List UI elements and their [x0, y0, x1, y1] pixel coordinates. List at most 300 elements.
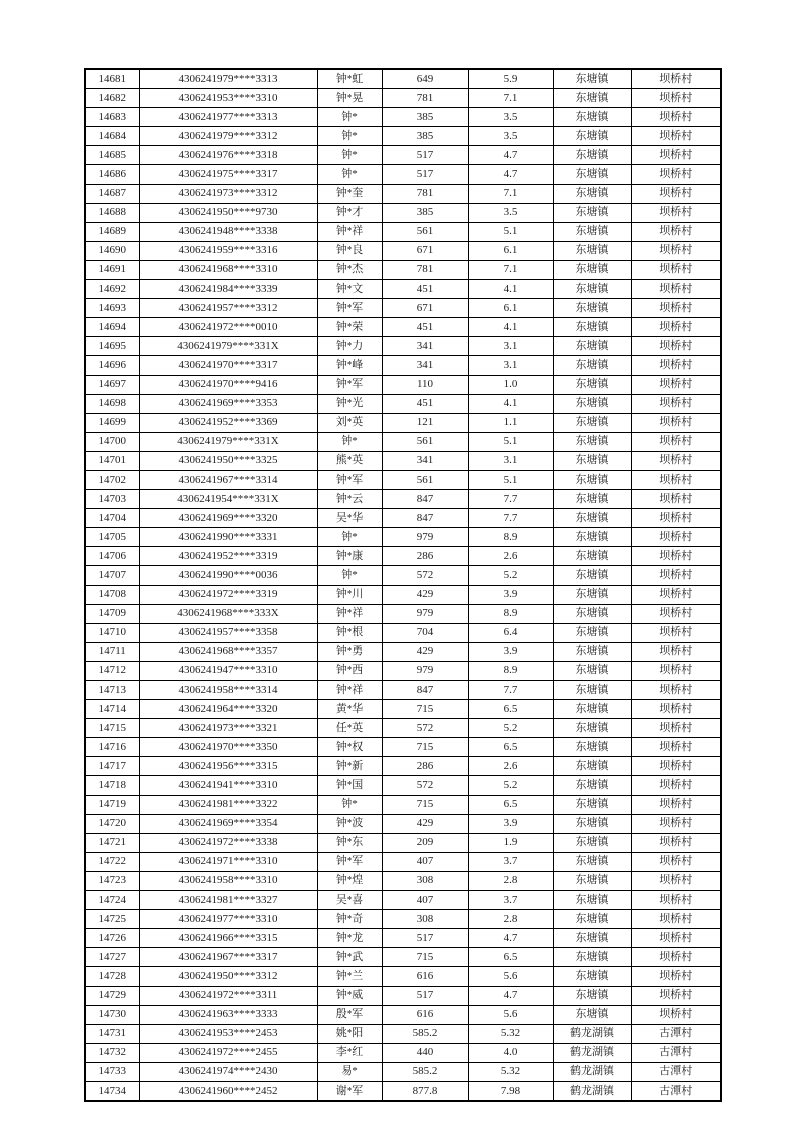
cell-id-number: 4306241960****2452	[139, 1081, 317, 1101]
cell-id-number: 4306241952****3369	[139, 413, 317, 432]
cell-town: 东塘镇	[553, 833, 631, 852]
cell-name: 钟*祥	[317, 604, 382, 623]
cell-seq: 14721	[85, 833, 139, 852]
cell-seq: 14706	[85, 547, 139, 566]
cell-amount: 407	[382, 891, 468, 910]
cell-town: 东塘镇	[553, 681, 631, 700]
table-row	[85, 356, 721, 375]
cell-name: 钟*军	[317, 375, 382, 394]
cell-id-number: 4306241967****3317	[139, 948, 317, 967]
cell-town: 鹤龙湖镇	[553, 1081, 631, 1101]
cell-id-number: 4306241952****3319	[139, 547, 317, 566]
cell-seq: 14717	[85, 757, 139, 776]
cell-village: 坝桥村	[631, 967, 721, 986]
cell-town: 东塘镇	[553, 528, 631, 547]
cell-rate: 4.1	[468, 318, 553, 337]
cell-name: 钟*力	[317, 337, 382, 356]
cell-name: 任*英	[317, 719, 382, 738]
cell-rate: 6.5	[468, 700, 553, 719]
cell-seq: 14690	[85, 241, 139, 260]
cell-name: 钟*奇	[317, 910, 382, 929]
table-row	[85, 318, 721, 337]
cell-id-number: 4306241958****3310	[139, 871, 317, 890]
cell-amount: 286	[382, 547, 468, 566]
cell-id-number: 4306241954****331X	[139, 490, 317, 509]
cell-town: 东塘镇	[553, 852, 631, 871]
cell-village: 坝桥村	[631, 165, 721, 184]
cell-village: 坝桥村	[631, 566, 721, 585]
cell-village: 坝桥村	[631, 929, 721, 948]
cell-rate: 6.1	[468, 241, 553, 260]
cell-rate: 8.9	[468, 661, 553, 680]
cell-town: 东塘镇	[553, 470, 631, 489]
cell-village: 古潭村	[631, 1062, 721, 1081]
cell-village: 坝桥村	[631, 986, 721, 1005]
cell-seq: 14733	[85, 1062, 139, 1081]
cell-amount: 715	[382, 700, 468, 719]
cell-amount: 341	[382, 337, 468, 356]
table-row	[85, 375, 721, 394]
cell-village: 坝桥村	[631, 432, 721, 451]
cell-name: 易*	[317, 1062, 382, 1081]
cell-amount: 517	[382, 986, 468, 1005]
cell-name: 黄*华	[317, 700, 382, 719]
cell-town: 东塘镇	[553, 241, 631, 260]
cell-town: 东塘镇	[553, 967, 631, 986]
cell-id-number: 4306241947****3310	[139, 661, 317, 680]
cell-amount: 572	[382, 776, 468, 795]
cell-village: 坝桥村	[631, 222, 721, 241]
cell-id-number: 4306241966****3315	[139, 929, 317, 948]
cell-amount: 440	[382, 1043, 468, 1062]
cell-seq: 14718	[85, 776, 139, 795]
cell-town: 东塘镇	[553, 642, 631, 661]
cell-town: 东塘镇	[553, 566, 631, 585]
cell-village: 坝桥村	[631, 318, 721, 337]
cell-amount: 209	[382, 833, 468, 852]
table-row	[85, 413, 721, 432]
cell-village: 古潭村	[631, 1024, 721, 1043]
cell-town: 东塘镇	[553, 108, 631, 127]
cell-village: 坝桥村	[631, 203, 721, 222]
cell-seq: 14712	[85, 661, 139, 680]
cell-rate: 1.1	[468, 413, 553, 432]
table-row	[85, 795, 721, 814]
cell-town: 东塘镇	[553, 318, 631, 337]
cell-seq: 14711	[85, 642, 139, 661]
cell-seq: 14726	[85, 929, 139, 948]
cell-village: 古潭村	[631, 1043, 721, 1062]
cell-town: 东塘镇	[553, 203, 631, 222]
cell-name: 钟*新	[317, 757, 382, 776]
cell-id-number: 4306241979****331X	[139, 432, 317, 451]
cell-id-number: 4306241957****3312	[139, 299, 317, 318]
cell-village: 坝桥村	[631, 814, 721, 833]
cell-seq: 14734	[85, 1081, 139, 1101]
cell-name: 钟*东	[317, 833, 382, 852]
cell-rate: 5.6	[468, 1005, 553, 1024]
cell-village: 坝桥村	[631, 184, 721, 203]
cell-seq: 14727	[85, 948, 139, 967]
cell-id-number: 4306241972****3311	[139, 986, 317, 1005]
cell-amount: 671	[382, 299, 468, 318]
cell-village: 坝桥村	[631, 490, 721, 509]
table-row	[85, 89, 721, 108]
cell-village: 坝桥村	[631, 604, 721, 623]
cell-town: 东塘镇	[553, 738, 631, 757]
cell-rate: 3.9	[468, 585, 553, 604]
table-row	[85, 623, 721, 642]
cell-amount: 585.2	[382, 1062, 468, 1081]
cell-town: 东塘镇	[553, 757, 631, 776]
cell-seq: 14705	[85, 528, 139, 547]
cell-name: 钟*龙	[317, 929, 382, 948]
cell-id-number: 4306241953****2453	[139, 1024, 317, 1043]
cell-amount: 649	[382, 69, 468, 89]
cell-name: 钟*西	[317, 661, 382, 680]
cell-town: 东塘镇	[553, 948, 631, 967]
cell-village: 坝桥村	[631, 700, 721, 719]
table-row	[85, 1062, 721, 1081]
cell-town: 东塘镇	[553, 127, 631, 146]
cell-rate: 7.98	[468, 1081, 553, 1101]
cell-name: 钟*勇	[317, 642, 382, 661]
cell-town: 东塘镇	[553, 280, 631, 299]
cell-village: 坝桥村	[631, 776, 721, 795]
cell-seq: 14729	[85, 986, 139, 1005]
cell-village: 坝桥村	[631, 1005, 721, 1024]
cell-name: 钟*军	[317, 299, 382, 318]
cell-amount: 385	[382, 108, 468, 127]
table-row	[85, 299, 721, 318]
cell-town: 东塘镇	[553, 394, 631, 413]
cell-id-number: 4306241957****3358	[139, 623, 317, 642]
table-row	[85, 280, 721, 299]
cell-id-number: 4306241977****3313	[139, 108, 317, 127]
cell-seq: 14731	[85, 1024, 139, 1043]
cell-name: 钟*军	[317, 852, 382, 871]
cell-village: 坝桥村	[631, 852, 721, 871]
cell-town: 东塘镇	[553, 623, 631, 642]
table-row	[85, 719, 721, 738]
cell-name: 钟*	[317, 146, 382, 165]
cell-name: 钟*杰	[317, 260, 382, 279]
cell-town: 东塘镇	[553, 165, 631, 184]
cell-rate: 5.2	[468, 776, 553, 795]
cell-town: 东塘镇	[553, 795, 631, 814]
cell-town: 东塘镇	[553, 69, 631, 89]
cell-id-number: 4306241948****3338	[139, 222, 317, 241]
cell-name: 钟*波	[317, 814, 382, 833]
table-row	[85, 241, 721, 260]
cell-amount: 561	[382, 470, 468, 489]
cell-seq: 14707	[85, 566, 139, 585]
cell-id-number: 4306241972****3338	[139, 833, 317, 852]
cell-rate: 4.0	[468, 1043, 553, 1062]
table-row	[85, 891, 721, 910]
cell-town: 东塘镇	[553, 661, 631, 680]
cell-amount: 585.2	[382, 1024, 468, 1043]
cell-id-number: 4306241971****3310	[139, 852, 317, 871]
table-row	[85, 642, 721, 661]
cell-amount: 561	[382, 222, 468, 241]
cell-town: 鹤龙湖镇	[553, 1062, 631, 1081]
cell-town: 东塘镇	[553, 413, 631, 432]
cell-seq: 14694	[85, 318, 139, 337]
cell-rate: 5.2	[468, 719, 553, 738]
cell-town: 东塘镇	[553, 910, 631, 929]
cell-amount: 781	[382, 184, 468, 203]
cell-rate: 7.7	[468, 509, 553, 528]
cell-seq: 14691	[85, 260, 139, 279]
cell-seq: 14715	[85, 719, 139, 738]
table-row	[85, 700, 721, 719]
cell-village: 坝桥村	[631, 451, 721, 470]
table-row	[85, 1043, 721, 1062]
cell-seq: 14716	[85, 738, 139, 757]
cell-rate: 1.0	[468, 375, 553, 394]
table-row	[85, 260, 721, 279]
cell-name: 钟*	[317, 127, 382, 146]
cell-amount: 616	[382, 1005, 468, 1024]
cell-amount: 341	[382, 451, 468, 470]
cell-id-number: 4306241963****3333	[139, 1005, 317, 1024]
cell-rate: 4.7	[468, 146, 553, 165]
cell-rate: 3.5	[468, 127, 553, 146]
cell-amount: 110	[382, 375, 468, 394]
cell-id-number: 4306241979****331X	[139, 337, 317, 356]
cell-rate: 4.7	[468, 165, 553, 184]
table-row	[85, 470, 721, 489]
cell-name: 钟*荣	[317, 318, 382, 337]
cell-name: 钟*威	[317, 986, 382, 1005]
cell-seq: 14687	[85, 184, 139, 203]
table-row	[85, 184, 721, 203]
cell-id-number: 4306241956****3315	[139, 757, 317, 776]
cell-id-number: 4306241953****3310	[139, 89, 317, 108]
cell-village: 坝桥村	[631, 719, 721, 738]
cell-id-number: 4306241972****0010	[139, 318, 317, 337]
cell-village: 坝桥村	[631, 394, 721, 413]
table-row	[85, 986, 721, 1005]
cell-seq: 14695	[85, 337, 139, 356]
cell-amount: 286	[382, 757, 468, 776]
cell-town: 东塘镇	[553, 509, 631, 528]
cell-seq: 14709	[85, 604, 139, 623]
table-row	[85, 852, 721, 871]
cell-town: 东塘镇	[553, 585, 631, 604]
cell-name: 钟*峰	[317, 356, 382, 375]
cell-id-number: 4306241977****3310	[139, 910, 317, 929]
cell-id-number: 4306241970****3350	[139, 738, 317, 757]
cell-rate: 3.5	[468, 108, 553, 127]
cell-amount: 451	[382, 318, 468, 337]
cell-id-number: 4306241970****9416	[139, 375, 317, 394]
cell-village: 坝桥村	[631, 337, 721, 356]
table-row	[85, 146, 721, 165]
cell-rate: 7.1	[468, 89, 553, 108]
cell-seq: 14725	[85, 910, 139, 929]
cell-town: 东塘镇	[553, 222, 631, 241]
cell-seq: 14701	[85, 451, 139, 470]
cell-rate: 5.1	[468, 222, 553, 241]
cell-id-number: 4306241964****3320	[139, 700, 317, 719]
cell-town: 东塘镇	[553, 89, 631, 108]
cell-town: 东塘镇	[553, 490, 631, 509]
cell-town: 东塘镇	[553, 547, 631, 566]
cell-name: 钟*祥	[317, 681, 382, 700]
cell-name: 吴*华	[317, 509, 382, 528]
cell-amount: 781	[382, 89, 468, 108]
cell-seq: 14689	[85, 222, 139, 241]
cell-name: 钟*军	[317, 470, 382, 489]
cell-amount: 517	[382, 929, 468, 948]
table-row	[85, 1081, 721, 1101]
cell-seq: 14728	[85, 967, 139, 986]
cell-amount: 781	[382, 260, 468, 279]
cell-seq: 14686	[85, 165, 139, 184]
cell-id-number: 4306241941****3310	[139, 776, 317, 795]
cell-name: 钟*云	[317, 490, 382, 509]
cell-rate: 6.5	[468, 738, 553, 757]
cell-rate: 3.9	[468, 814, 553, 833]
cell-amount: 385	[382, 127, 468, 146]
cell-name: 钟*	[317, 108, 382, 127]
cell-name: 钟*	[317, 432, 382, 451]
cell-seq: 14719	[85, 795, 139, 814]
cell-name: 刘*英	[317, 413, 382, 432]
cell-name: 钟*文	[317, 280, 382, 299]
cell-village: 坝桥村	[631, 871, 721, 890]
cell-seq: 14692	[85, 280, 139, 299]
cell-name: 钟*煌	[317, 871, 382, 890]
cell-village: 坝桥村	[631, 891, 721, 910]
table-row	[85, 738, 721, 757]
cell-name: 钟*晃	[317, 89, 382, 108]
table-row	[85, 681, 721, 700]
table-row	[85, 967, 721, 986]
cell-amount: 121	[382, 413, 468, 432]
cell-amount: 847	[382, 490, 468, 509]
cell-town: 东塘镇	[553, 1005, 631, 1024]
cell-name: 钟*奎	[317, 184, 382, 203]
cell-name: 钟*	[317, 165, 382, 184]
cell-town: 东塘镇	[553, 451, 631, 470]
cell-id-number: 4306241976****3318	[139, 146, 317, 165]
table-row	[85, 661, 721, 680]
cell-id-number: 4306241969****3354	[139, 814, 317, 833]
cell-seq: 14684	[85, 127, 139, 146]
cell-seq: 14720	[85, 814, 139, 833]
cell-rate: 4.1	[468, 280, 553, 299]
cell-id-number: 4306241984****3339	[139, 280, 317, 299]
cell-town: 东塘镇	[553, 146, 631, 165]
cell-rate: 6.1	[468, 299, 553, 318]
cell-rate: 7.7	[468, 681, 553, 700]
cell-seq: 14723	[85, 871, 139, 890]
cell-seq: 14698	[85, 394, 139, 413]
cell-amount: 979	[382, 661, 468, 680]
cell-village: 坝桥村	[631, 833, 721, 852]
cell-amount: 847	[382, 509, 468, 528]
cell-rate: 2.6	[468, 547, 553, 566]
cell-town: 东塘镇	[553, 700, 631, 719]
cell-town: 东塘镇	[553, 604, 631, 623]
cell-seq: 14730	[85, 1005, 139, 1024]
cell-village: 坝桥村	[631, 108, 721, 127]
cell-id-number: 4306241950****9730	[139, 203, 317, 222]
cell-id-number: 4306241968****3310	[139, 260, 317, 279]
cell-rate: 5.1	[468, 470, 553, 489]
cell-id-number: 4306241958****3314	[139, 681, 317, 700]
table-row	[85, 432, 721, 451]
cell-town: 东塘镇	[553, 929, 631, 948]
cell-rate: 4.7	[468, 929, 553, 948]
cell-amount: 715	[382, 738, 468, 757]
cell-village: 坝桥村	[631, 127, 721, 146]
cell-amount: 341	[382, 356, 468, 375]
cell-seq: 14681	[85, 69, 139, 89]
cell-seq: 14703	[85, 490, 139, 509]
cell-rate: 7.1	[468, 184, 553, 203]
cell-name: 钟*康	[317, 547, 382, 566]
cell-village: 坝桥村	[631, 738, 721, 757]
cell-id-number: 4306241972****2455	[139, 1043, 317, 1062]
cell-village: 坝桥村	[631, 623, 721, 642]
cell-name: 钟*武	[317, 948, 382, 967]
cell-village: 坝桥村	[631, 948, 721, 967]
cell-town: 东塘镇	[553, 260, 631, 279]
cell-village: 坝桥村	[631, 69, 721, 89]
cell-rate: 7.1	[468, 260, 553, 279]
table-row	[85, 757, 721, 776]
cell-seq: 14702	[85, 470, 139, 489]
cell-town: 东塘镇	[553, 891, 631, 910]
cell-town: 东塘镇	[553, 375, 631, 394]
cell-rate: 8.9	[468, 604, 553, 623]
table-row	[85, 1024, 721, 1043]
cell-amount: 979	[382, 528, 468, 547]
cell-amount: 715	[382, 795, 468, 814]
table-row	[85, 69, 721, 89]
cell-name: 李*红	[317, 1043, 382, 1062]
table-row	[85, 165, 721, 184]
cell-amount: 451	[382, 280, 468, 299]
table-row	[85, 566, 721, 585]
table-row	[85, 833, 721, 852]
cell-village: 坝桥村	[631, 356, 721, 375]
cell-rate: 1.9	[468, 833, 553, 852]
cell-village: 古潭村	[631, 1081, 721, 1101]
cell-name: 熊*英	[317, 451, 382, 470]
cell-village: 坝桥村	[631, 547, 721, 566]
cell-village: 坝桥村	[631, 89, 721, 108]
cell-village: 坝桥村	[631, 241, 721, 260]
cell-name: 钟*祥	[317, 222, 382, 241]
cell-town: 东塘镇	[553, 356, 631, 375]
cell-seq: 14713	[85, 681, 139, 700]
cell-id-number: 4306241968****333X	[139, 604, 317, 623]
cell-town: 鹤龙湖镇	[553, 1043, 631, 1062]
cell-id-number: 4306241973****3321	[139, 719, 317, 738]
cell-rate: 4.1	[468, 394, 553, 413]
cell-rate: 3.1	[468, 356, 553, 375]
cell-rate: 5.2	[468, 566, 553, 585]
cell-seq: 14724	[85, 891, 139, 910]
cell-amount: 385	[382, 203, 468, 222]
cell-village: 坝桥村	[631, 509, 721, 528]
cell-town: 东塘镇	[553, 719, 631, 738]
